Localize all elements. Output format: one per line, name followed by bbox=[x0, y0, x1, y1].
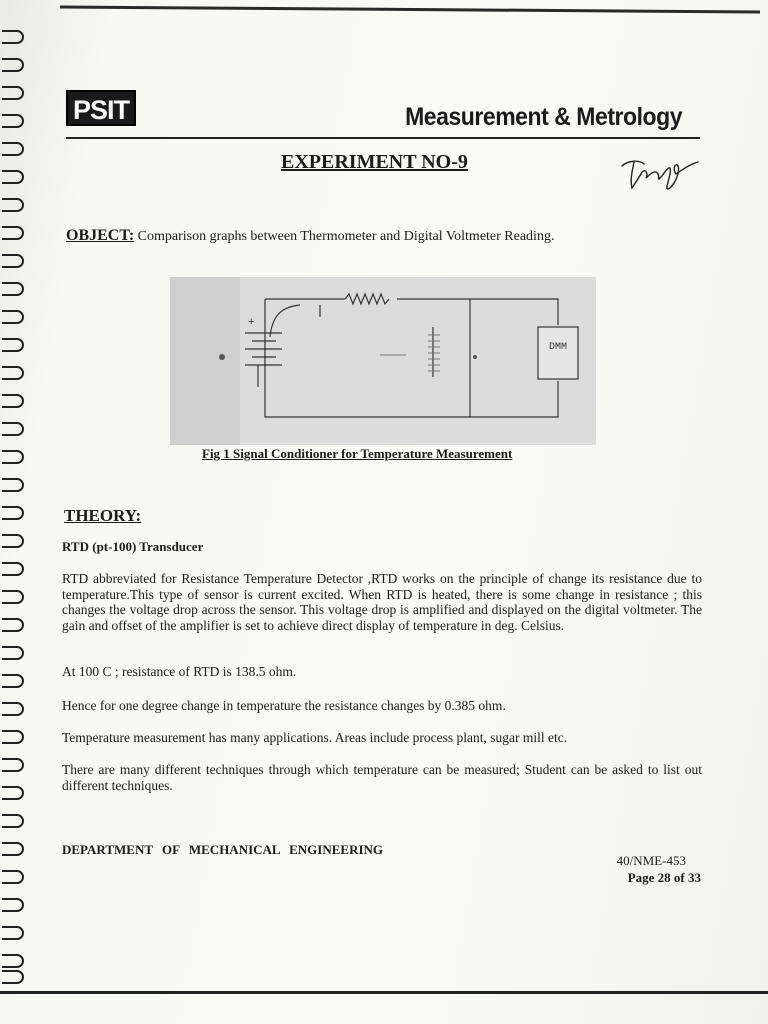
experiment-title: EXPERIMENT NO-9 bbox=[281, 151, 468, 173]
object-text: Comparison graphs between Thermometer and Digital Voltmeter Reading. bbox=[137, 229, 555, 244]
svg-text:+: + bbox=[248, 316, 255, 328]
resistance-change-line: Hence for one degree change in temperature the resistance changes by 0.385 ohm. bbox=[62, 698, 506, 713]
rtd-resistance-line: At 100 C ; resistance of RTD is 138.5 ohm. bbox=[62, 664, 297, 679]
theory-heading: THEORY: bbox=[64, 506, 142, 525]
header-divider bbox=[66, 137, 700, 139]
handwritten-signature bbox=[618, 152, 702, 196]
figure-caption: Fig 1 Signal Conditioner for Temperature Measurement bbox=[202, 446, 513, 461]
department-name: DEPARTMENT OF MECHANICAL ENGINEERING bbox=[62, 842, 384, 857]
object-label: OBJECT: bbox=[66, 227, 135, 244]
bottom-edge-rule bbox=[0, 991, 768, 994]
circuit-diagram bbox=[170, 277, 596, 445]
page-number: Page 28 of 33 bbox=[627, 870, 701, 885]
course-title: Measurement & Metrology bbox=[405, 103, 682, 131]
rtd-subheading: RTD (pt-100) Transducer bbox=[62, 539, 204, 554]
techniques-paragraph: There are many different techniques through which temperature can be measured; Student can be asked to list out different techniques. bbox=[62, 762, 702, 793]
spiral-binding bbox=[0, 20, 30, 1000]
top-edge-rule bbox=[60, 6, 760, 14]
object-line bbox=[66, 227, 554, 245]
psit-logo: PSIT bbox=[66, 90, 136, 126]
rtd-paragraph: RTD abbreviated for Resistance Temperature Detector ,RTD works on the principle of change its resistance due to temperature.This type of sensor is current excited. When RTD is heated, there is some change in resistance ; this changes the voltage drop across the sensor. This voltage drop is amplified and displayed on the digital voltmeter. The gain and offset of the amplifier is set to achieve direct display of temperature in deg. Celsius. bbox=[62, 571, 702, 633]
dmm-label: DMM bbox=[548, 342, 568, 353]
applications-line: Temperature measurement has many applications. Areas include process plant, sugar mill etc. bbox=[62, 730, 568, 745]
course-code: 40/NME-453 bbox=[616, 853, 686, 868]
